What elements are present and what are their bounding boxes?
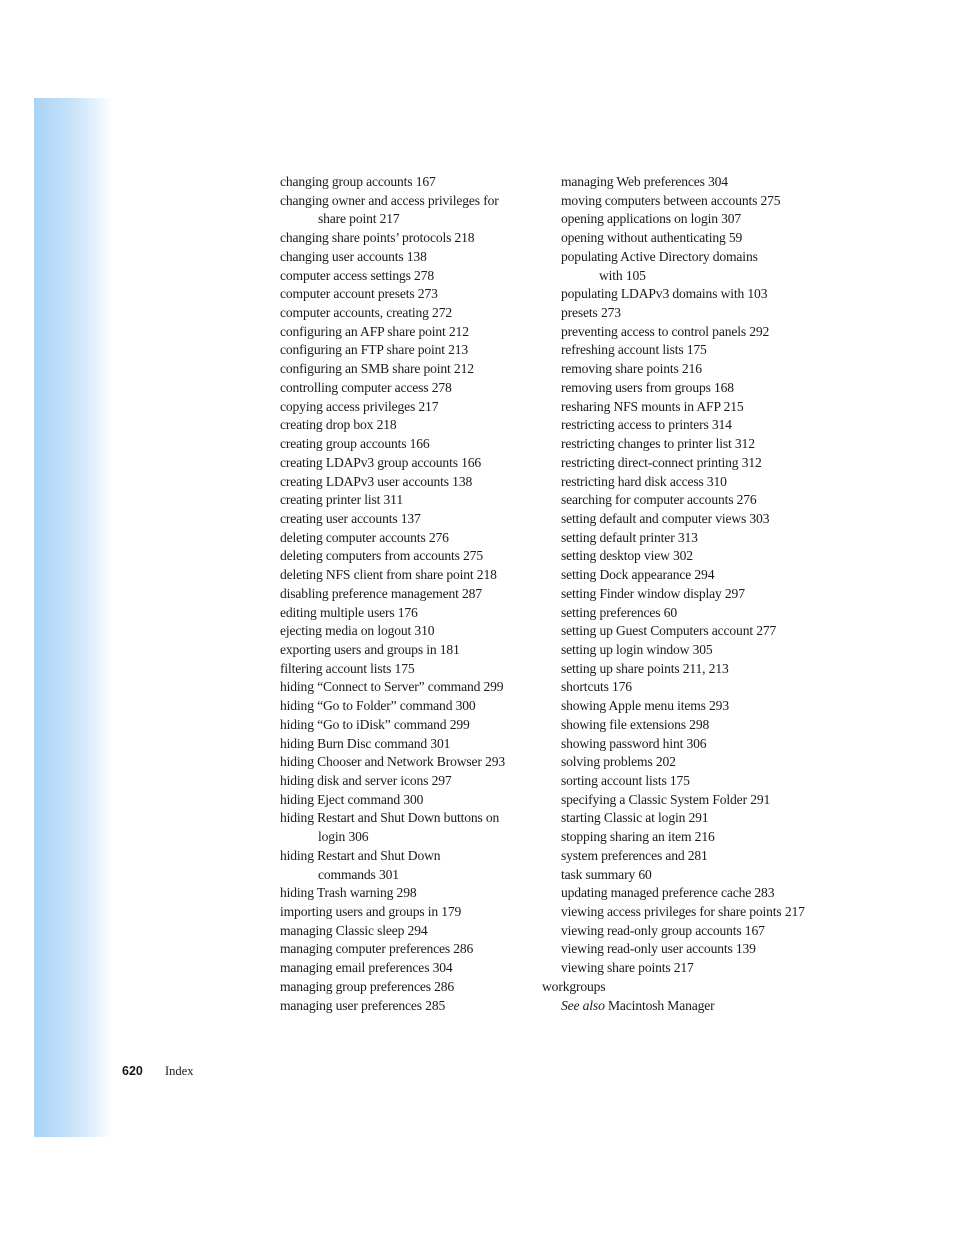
index-entry [280, 192, 530, 229]
index-entry [280, 173, 530, 192]
index-entry-text: creating drop box 218 [280, 417, 397, 433]
index-entry [561, 416, 821, 435]
index-entry [561, 772, 821, 791]
index-entry [561, 735, 821, 754]
index-entry [280, 697, 530, 716]
index-entry [280, 248, 530, 267]
index-entry [561, 847, 821, 866]
index-entry [561, 473, 821, 492]
index-entry-text: viewing read-only group accounts 167 [561, 922, 765, 938]
index-entry [280, 398, 530, 417]
index-entry-text: changing user accounts 138 [280, 248, 427, 264]
index-entry [561, 210, 821, 229]
index-entry [561, 997, 821, 1016]
index-entry [561, 341, 821, 360]
index-entry [561, 435, 821, 454]
index-entry-text: computer accounts, creating 272 [280, 305, 453, 321]
index-entry [280, 604, 530, 623]
index-entry-text: configuring an FTP share point 213 [280, 342, 469, 358]
index-entry [561, 379, 821, 398]
index-entry-text: hiding disk and server icons 297 [280, 773, 452, 788]
index-entry [280, 491, 530, 510]
index-entry-text: hiding Burn Disc command 301 [280, 735, 451, 751]
index-entry [561, 529, 821, 548]
index-entry-text: managing computer preferences 286 [280, 941, 474, 957]
section-name: Index [165, 1064, 194, 1078]
index-entry-text: hiding Restart and Shut Down buttons on [280, 810, 500, 826]
index-entry [280, 510, 530, 529]
index-entry [561, 622, 821, 641]
index-entry-text: copying access privileges 217 [280, 398, 439, 414]
index-entry-continuation: with 105 [599, 267, 646, 283]
index-entry [561, 323, 821, 342]
index-entry [280, 229, 530, 248]
index-entry-text: removing users from groups 168 [561, 379, 734, 395]
index-entry-text: setting up login window 305 [561, 641, 713, 657]
index-entry-text: computer account presets 273 [280, 286, 438, 302]
index-entry-text: managing Classic sleep 294 [280, 922, 428, 938]
index-entry-text: restricting hard disk access 310 [561, 473, 727, 489]
index-entry-text: disabling preference management 287 [280, 585, 482, 601]
index-entry [561, 641, 821, 660]
index-entry [280, 791, 530, 810]
index-entry [280, 435, 530, 454]
index-entry-text: showing Apple menu items 293 [561, 698, 729, 714]
index-entry [280, 678, 530, 697]
index-entry-text: creating user accounts 137 [280, 510, 421, 526]
index-entry [280, 641, 530, 660]
index-entry-text: viewing read-only user accounts 139 [561, 941, 756, 957]
index-entry [280, 847, 530, 884]
index-entry-text: updating managed preference cache 283 [561, 885, 775, 901]
index-entry-text: resharing NFS mounts in AFP 215 [561, 398, 744, 414]
index-entry [561, 922, 821, 941]
index-entry-text: refreshing account lists 175 [561, 342, 707, 358]
index-entry-text: changing group accounts 167 [280, 174, 436, 189]
index-entry-text: creating printer list 311 [280, 492, 403, 508]
index-entry [280, 903, 530, 922]
index-entry [280, 379, 530, 398]
index-entry [280, 922, 530, 941]
index-entry-text: solving problems 202 [561, 754, 676, 770]
index-entry [561, 229, 821, 248]
index-entry [280, 454, 530, 473]
index-entry-text: editing multiple users 176 [280, 604, 418, 620]
index-entry-text: hiding “Go to iDisk” command 299 [280, 716, 470, 732]
index-entry-text: restricting direct-connect printing 312 [561, 454, 762, 470]
index-entry [561, 360, 821, 379]
index-entry-text: changing share points’ protocols 218 [280, 230, 475, 246]
page-footer [122, 1064, 193, 1079]
index-entry [280, 809, 530, 846]
index-entry-text: Macintosh Manager [604, 997, 715, 1013]
index-entry [280, 716, 530, 735]
index-entry-text: setting default printer 313 [561, 529, 698, 545]
index-entry [280, 585, 530, 604]
index-entry [561, 678, 821, 697]
index-column-right [542, 173, 821, 1015]
index-entry-text: managing email preferences 304 [280, 960, 453, 976]
index-entry-text: setting up share points 211, 213 [561, 660, 729, 676]
index-entry [561, 510, 821, 529]
index-entry [280, 940, 530, 959]
index-entry [280, 360, 530, 379]
index-entry-text: showing password hint 306 [561, 735, 707, 751]
index-entry-text: starting Classic at login 291 [561, 810, 709, 826]
side-accent-band [34, 98, 112, 1137]
index-entry [561, 716, 821, 735]
index-entry-text: opening applications on login 307 [561, 211, 742, 227]
index-entry [561, 585, 821, 604]
index-entry-text: preventing access to control panels 292 [561, 323, 770, 339]
index-entry-text: removing share points 216 [561, 361, 702, 377]
index-entry-text: creating LDAPv3 user accounts 138 [280, 473, 473, 489]
index-entry-text: managing user preferences 285 [280, 997, 446, 1013]
index-entry [561, 304, 821, 323]
index-entry-text: showing file extensions 298 [561, 716, 710, 732]
index-entry [561, 809, 821, 828]
index-entry [280, 267, 530, 286]
index-entry-text: populating LDAPv3 domains with 103 [561, 286, 768, 302]
index-entry [561, 491, 821, 510]
index-entry-text: ejecting media on logout 310 [280, 623, 435, 639]
index-entry-text: importing users and groups in 179 [280, 904, 462, 920]
index-entry [561, 398, 821, 417]
index-entry-text: sorting account lists 175 [561, 773, 690, 788]
index-entry-text: setting default and computer views 303 [561, 510, 770, 526]
index-entry-text: system preferences and 281 [561, 847, 708, 863]
index-entry-text: managing group preferences 286 [280, 978, 455, 994]
index-entry [542, 978, 821, 997]
index-entry-text: restricting access to printers 314 [561, 417, 732, 433]
index-entry [561, 604, 821, 623]
index-entry-text: changing owner and access privileges for [280, 192, 499, 208]
index-entry-text: deleting computer accounts 276 [280, 529, 449, 545]
index-entry-text: restricting changes to printer list 312 [561, 436, 755, 452]
index-entry-text: viewing access privileges for share points 217 [561, 904, 805, 920]
index-entry [561, 173, 821, 192]
index-entry-text: opening without authenticating 59 [561, 230, 743, 246]
index-entry [561, 753, 821, 772]
index-entry-continuation: commands 301 [318, 866, 399, 882]
see-also-label: See also [561, 997, 605, 1013]
index-entry-text: creating group accounts 166 [280, 436, 430, 452]
index-entry-text: configuring an SMB share point 212 [280, 361, 474, 377]
index-entry [561, 192, 821, 211]
index-entry-text: deleting NFS client from share point 218 [280, 567, 497, 583]
index-entry [561, 248, 821, 285]
index-entry-continuation: login 306 [318, 829, 369, 845]
index-entry [280, 547, 530, 566]
page-number: 620 [122, 1064, 143, 1078]
index-entry [561, 959, 821, 978]
index-entry [280, 997, 530, 1016]
index-entry [561, 791, 821, 810]
index-entry-text: setting preferences 60 [561, 604, 677, 620]
index-entry-text: presets 273 [561, 305, 621, 321]
index-entry [280, 735, 530, 754]
index-entry [280, 285, 530, 304]
index-entry [561, 903, 821, 922]
index-entry-text: stopping sharing an item 216 [561, 829, 715, 845]
index-entry [561, 697, 821, 716]
index-entry [280, 341, 530, 360]
index-entry-text: specifying a Classic System Folder 291 [561, 791, 771, 807]
index-entry-text: hiding Eject command 300 [280, 791, 424, 807]
index-entry-text: setting Finder window display 297 [561, 585, 745, 601]
index-entry-text: setting Dock appearance 294 [561, 567, 715, 583]
index-entry [280, 884, 530, 903]
index-entry [561, 940, 821, 959]
index-entry-text: exporting users and groups in 181 [280, 641, 460, 657]
index-entry-text: hiding Chooser and Network Browser 293 [280, 754, 505, 770]
index-entry [561, 828, 821, 847]
index-entry-text: hiding Restart and Shut Down [280, 847, 441, 863]
index-entry-text: hiding Trash warning 298 [280, 885, 417, 901]
index-entry [280, 959, 530, 978]
index-entry [280, 529, 530, 548]
index-entry-text: viewing share points 217 [561, 960, 694, 976]
index-entry [561, 866, 821, 885]
index-entry-text: workgroups [542, 978, 606, 994]
index-entry-text: creating LDAPv3 group accounts 166 [280, 454, 482, 470]
index-entry [280, 660, 530, 679]
index-entry-text: computer access settings 278 [280, 267, 434, 283]
index-entry [280, 304, 530, 323]
index-entry-text: hiding “Connect to Server” command 299 [280, 679, 504, 695]
index-entry [280, 323, 530, 342]
index-entry-text: configuring an AFP share point 212 [280, 323, 469, 339]
index-entry [280, 416, 530, 435]
index-entry-text: shortcuts 176 [561, 679, 632, 695]
index-entry [561, 547, 821, 566]
index-entry-text: filtering account lists 175 [280, 660, 415, 676]
index-entry-text: deleting computers from accounts 275 [280, 548, 483, 564]
index-entry-text: managing Web preferences 304 [561, 174, 728, 189]
index-entry-text: populating Active Directory domains [561, 248, 758, 264]
index-entry-text: task summary 60 [561, 866, 652, 882]
index-entry [280, 753, 530, 772]
index-entry [561, 884, 821, 903]
index-entry-text: moving computers between accounts 275 [561, 192, 781, 208]
index-entry [280, 622, 530, 641]
index-entry-text: setting desktop view 302 [561, 548, 693, 564]
index-entry [561, 660, 821, 679]
index-entry [561, 285, 821, 304]
index-entry [561, 454, 821, 473]
index-entry-text: hiding “Go to Folder” command 300 [280, 698, 476, 714]
index-column-left [280, 173, 530, 1015]
index-entry [280, 473, 530, 492]
index-entry-text: setting up Guest Computers account 277 [561, 623, 777, 639]
index-entry [561, 566, 821, 585]
index-entry-text: controlling computer access 278 [280, 379, 452, 395]
index-entry-continuation: share point 217 [318, 211, 400, 227]
index-entry-text: searching for computer accounts 276 [561, 492, 757, 508]
index-entry [280, 566, 530, 585]
index-entry [280, 772, 530, 791]
index-entry [280, 978, 530, 997]
